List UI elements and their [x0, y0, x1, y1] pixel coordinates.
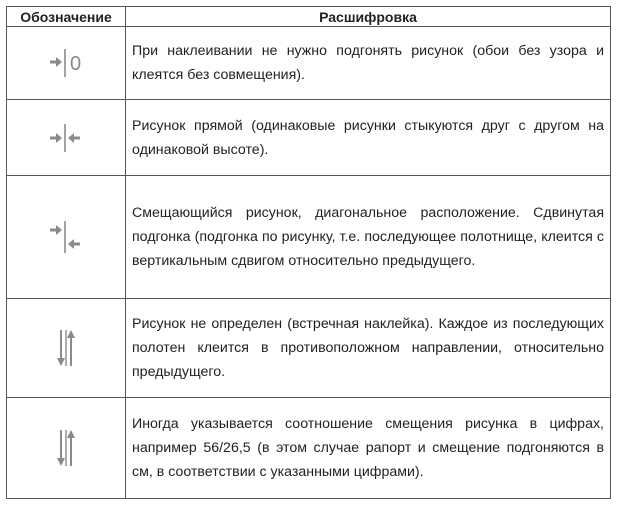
symbol-cell — [7, 176, 126, 299]
symbols-table — [6, 6, 611, 499]
meaning-cell: Иногда указывается соотношение смещения рисунка в цифрах, например 56/26,5 (в этом случае рапорт и смещение подгоняются в см, в соответствии с указанными цифрами). — [126, 398, 611, 499]
meaning-cell: Рисунок прямой (одинаковые рисунки стыкуются друг с другом на одинаковой высоте). — [126, 100, 611, 176]
reverse-hanging-icon — [51, 428, 81, 468]
symbol-cell — [7, 398, 126, 499]
table-row — [7, 176, 611, 299]
symbol-zero-text: 0 — [70, 53, 82, 75]
meaning-cell: Смещающийся рисунок, диагональное расположение. Сдвинутая подгонка (подгонка по рисунку, т.е. последующее полотнище, клеится с вертикальным сдвигом относительно предыдущего. — [126, 176, 611, 299]
table-row — [7, 27, 611, 100]
table-row — [7, 398, 611, 499]
header-row — [7, 7, 611, 27]
offset-match-icon — [46, 220, 86, 254]
symbol-cell — [7, 100, 126, 176]
table-row — [7, 100, 611, 176]
header-meaning: Расшифровка — [126, 7, 611, 27]
meaning-cell: При наклеивании не нужно подгонять рисунок (обои без узора и клеятся без совмещения). — [126, 27, 611, 100]
symbol-cell — [7, 27, 126, 100]
table-row — [7, 299, 611, 398]
reverse-hanging-icon — [51, 328, 81, 368]
meaning-cell: Рисунок не определен (встречная наклейка). Каждое из последующих полотен клеится в противоположном направлении, относительно предыдущего. — [126, 299, 611, 398]
straight-match-icon — [46, 123, 86, 153]
free-match-icon — [46, 48, 86, 78]
symbol-cell — [7, 299, 126, 398]
header-symbol: Обозначение — [7, 7, 126, 27]
